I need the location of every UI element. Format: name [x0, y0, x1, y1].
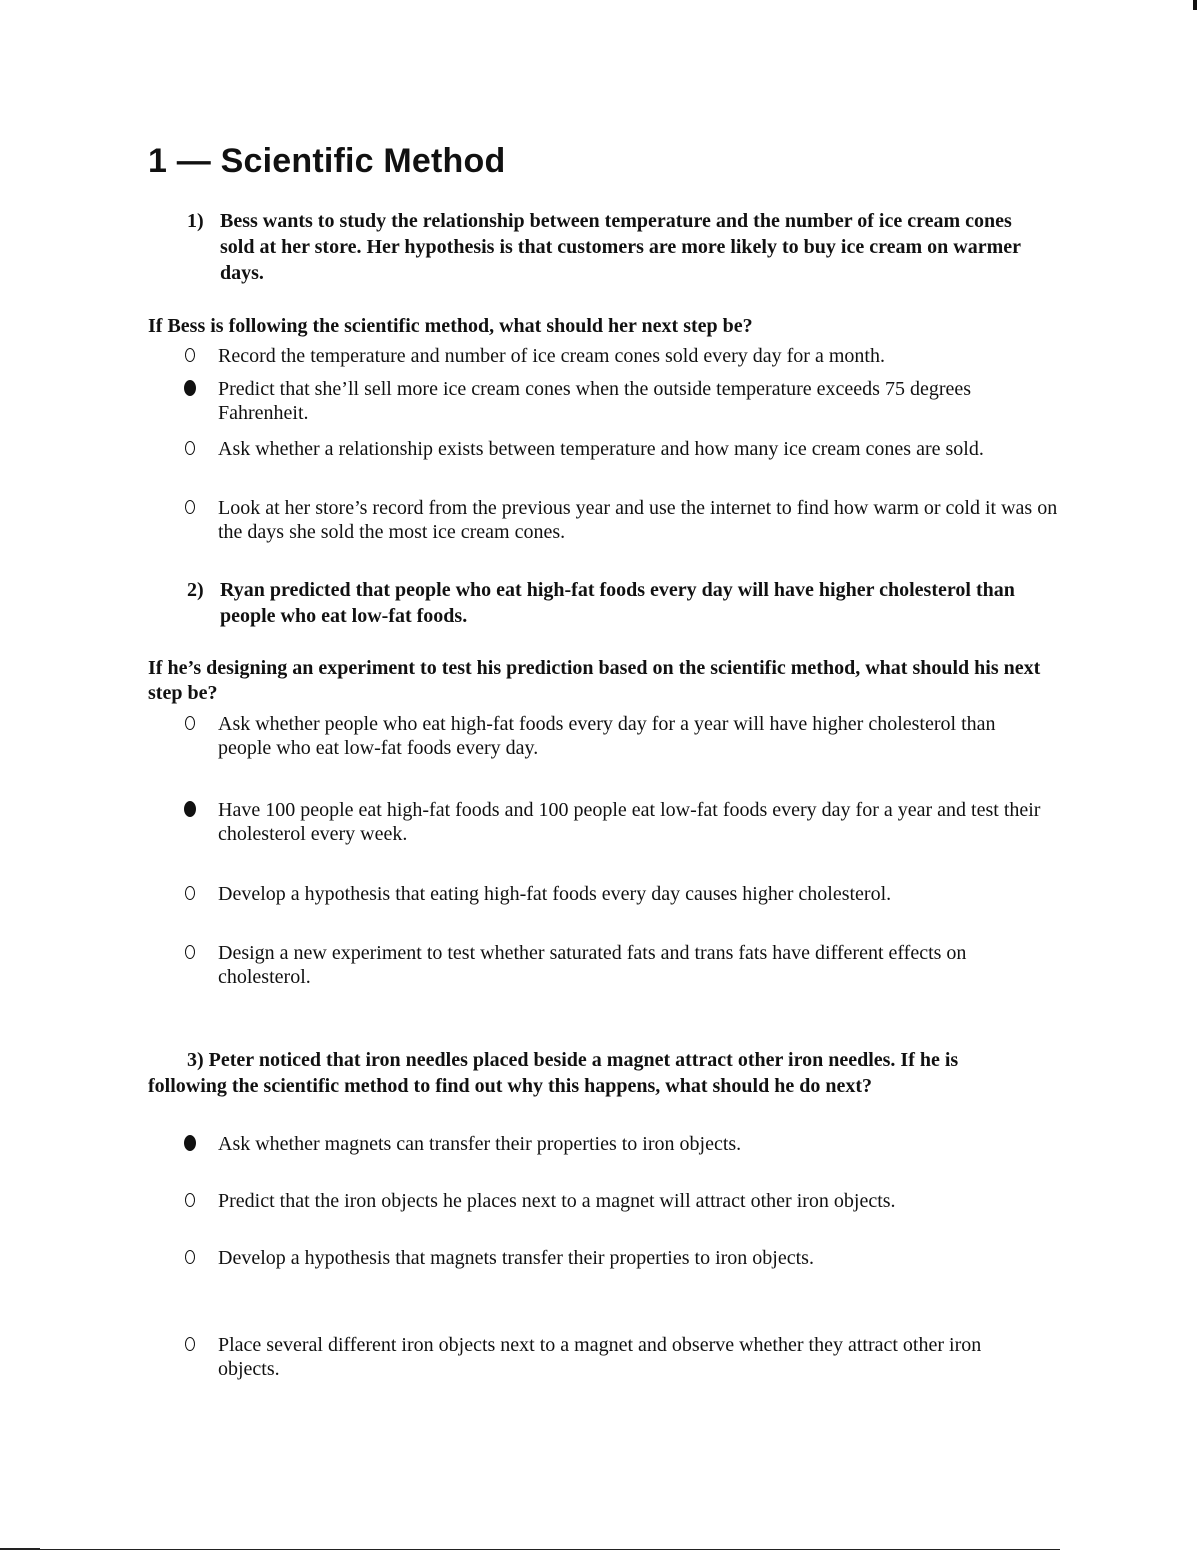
option-text: Ask whether a relationship exists between temperature and how many ice cream cones are sold.	[218, 438, 984, 460]
option-text: Design a new experiment to test whether saturated fats and trans fats have different effects on cholesterol.	[218, 942, 967, 988]
q1-option-a[interactable]	[181, 344, 1061, 368]
option-text: Record the temperature and number of ice cream cones sold every day for a month.	[218, 345, 885, 367]
question-2-stem: Ryan predicted that people who eat high-fat foods every day will have higher cholesterol than people who eat low-fat foods.	[220, 579, 1015, 627]
radio-bubble-icon[interactable]	[185, 945, 195, 959]
page-title: 1 — Scientific Method	[148, 142, 506, 180]
filled-radio-bubble-icon[interactable]	[184, 380, 196, 396]
radio-bubble-icon[interactable]	[185, 348, 195, 362]
question-1-prompt: If Bess is following the scientific method, what should her next step be?	[148, 315, 753, 337]
option-text: Predict that she’ll sell more ice cream cones when the outside temperature exceeds 75 degrees Fahrenheit.	[218, 378, 972, 424]
q2-option-b[interactable]	[181, 798, 1061, 846]
q2-option-c[interactable]	[181, 882, 1061, 906]
option-text: Ask whether magnets can transfer their properties to iron objects.	[218, 1133, 742, 1155]
radio-bubble-icon[interactable]	[185, 441, 195, 455]
q3-option-b[interactable]	[181, 1189, 1061, 1213]
q1-option-b[interactable]	[181, 377, 1061, 425]
footer-rule-left	[0, 1548, 40, 1550]
option-text: Develop a hypothesis that eating high-fat foods every day causes higher cholesterol.	[218, 883, 892, 905]
question-2-number: 2)	[187, 579, 204, 601]
option-text: Ask whether people who eat high-fat foods every day for a year will have higher cholesterol than people who eat low-fat foods every day.	[218, 713, 996, 759]
q2-option-a[interactable]	[181, 712, 1061, 760]
filled-radio-bubble-icon[interactable]	[184, 1135, 196, 1151]
option-text: Place several different iron objects next to a magnet and observe whether they attract other iron objects.	[218, 1334, 982, 1380]
radio-bubble-icon[interactable]	[185, 1250, 195, 1264]
footer-rule	[40, 1549, 1060, 1550]
option-text: Develop a hypothesis that magnets transfer their properties to iron objects.	[218, 1247, 814, 1269]
q3-option-a[interactable]	[181, 1132, 1061, 1156]
q2-option-d[interactable]	[181, 941, 1061, 989]
question-3-stem-block	[148, 1047, 1038, 1099]
radio-bubble-icon[interactable]	[185, 1193, 195, 1207]
q1-option-c[interactable]	[181, 437, 1061, 461]
option-text: Look at her store’s record from the previous year and use the internet to find how warm or cold it was on the days she sold the most ice cream cones.	[218, 497, 1058, 543]
radio-bubble-icon[interactable]	[185, 716, 195, 730]
filled-radio-bubble-icon[interactable]	[184, 801, 196, 817]
radio-bubble-icon[interactable]	[185, 500, 195, 514]
q1-option-d[interactable]	[181, 496, 1061, 544]
question-2-prompt: If he’s designing an experiment to test his prediction based on the scientific method, what should his next step be?	[148, 657, 1041, 704]
option-text: Have 100 people eat high-fat foods and 100 people eat low-fat foods every day for a year and test their cholesterol every week.	[218, 799, 1041, 845]
q3-option-c[interactable]	[181, 1246, 1061, 1270]
radio-bubble-icon[interactable]	[185, 1337, 195, 1351]
q3-option-d[interactable]	[181, 1333, 1061, 1381]
question-1-stem: Bess wants to study the relationship between temperature and the number of ice cream cones sold at her store. Her hypothesis is that customers are more likely to buy ice cream on warmer days.	[220, 210, 1021, 284]
radio-bubble-icon[interactable]	[185, 886, 195, 900]
question-1-number: 1)	[187, 210, 204, 232]
question-3-stem: Peter noticed that iron needles placed beside a magnet attract other iron needles. If he is following the scientific method to find out why this happens, what should he do next?	[148, 1049, 959, 1097]
question-3-number: 3)	[187, 1049, 204, 1071]
option-text: Predict that the iron objects he places next to a magnet will attract other iron objects.	[218, 1190, 896, 1212]
scan-corner-mark	[1193, 0, 1197, 10]
